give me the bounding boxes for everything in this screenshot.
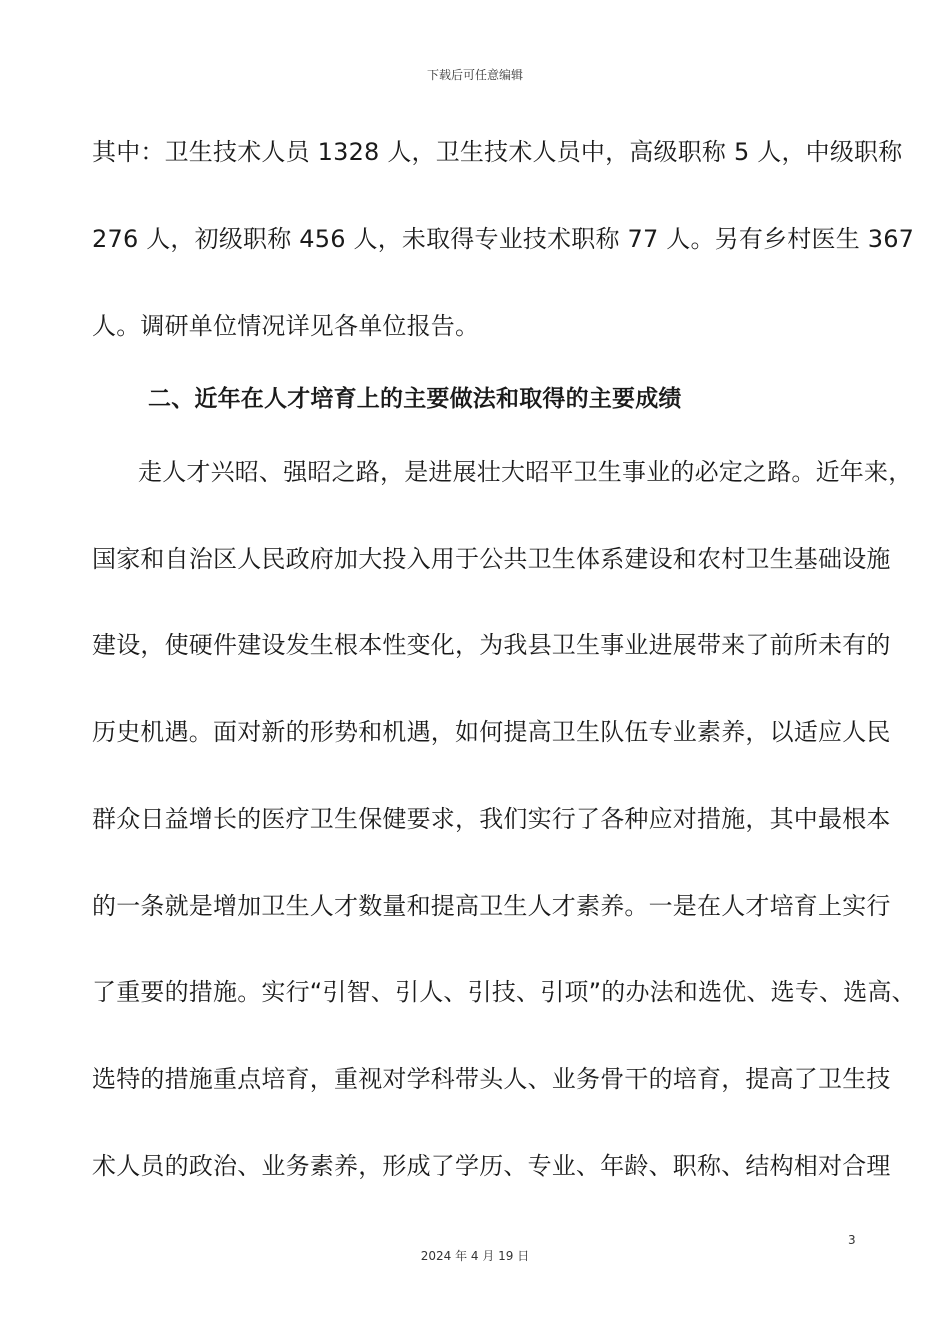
body-line: 其中：卫生技术人员 1328 人，卫生技术人员中，高级职称 5 人，中级职称 (92, 138, 903, 166)
section-heading: 二、近年在人才培育上的主要做法和取得的主要成绩 (148, 386, 682, 412)
body-line: 历史机遇。面对新的形势和机遇，如何提高卫生队伍专业素养，以适应人民 (92, 718, 891, 746)
body-line: 276 人，初级职称 456 人，未取得专业技术职称 77 人。另有乡村医生 367 (92, 225, 915, 253)
body-line: 走人才兴昭、强昭之路，是进展壮大昭平卫生事业的必定之路。近年来， (138, 458, 913, 486)
body-line: 术人员的政治、业务素养，形成了学历、专业、年龄、职称、结构相对合理 (92, 1152, 891, 1180)
body-line: 人。调研单位情况详见各单位报告。 (92, 312, 480, 340)
body-line: 选特的措施重点培育，重视对学科带头人、业务骨干的培育，提高了卫生技 (92, 1065, 891, 1093)
body-line: 建设，使硬件建设发生根本性变化，为我县卫生事业进展带来了前所未有的 (92, 631, 891, 659)
body-line: 国家和自治区人民政府加大投入用于公共卫生体系建设和农村卫生基础设施 (92, 545, 891, 573)
body-line: 了重要的措施。实行“引智、引人、引技、引项”的办法和选优、选专、选高、 (92, 978, 916, 1006)
body-line: 群众日益增长的医疗卫生保健要求，我们实行了各种应对措施，其中最根本 (92, 805, 891, 833)
body-line: 的一条就是增加卫生人才数量和提高卫生人才素养。一是在人才培育上实行 (92, 892, 891, 920)
page-header: 下载后可任意编辑 (426, 68, 523, 82)
page-number: 3 (848, 1233, 856, 1247)
footer-date: 2024 年 4 月 19 日 (420, 1249, 530, 1263)
